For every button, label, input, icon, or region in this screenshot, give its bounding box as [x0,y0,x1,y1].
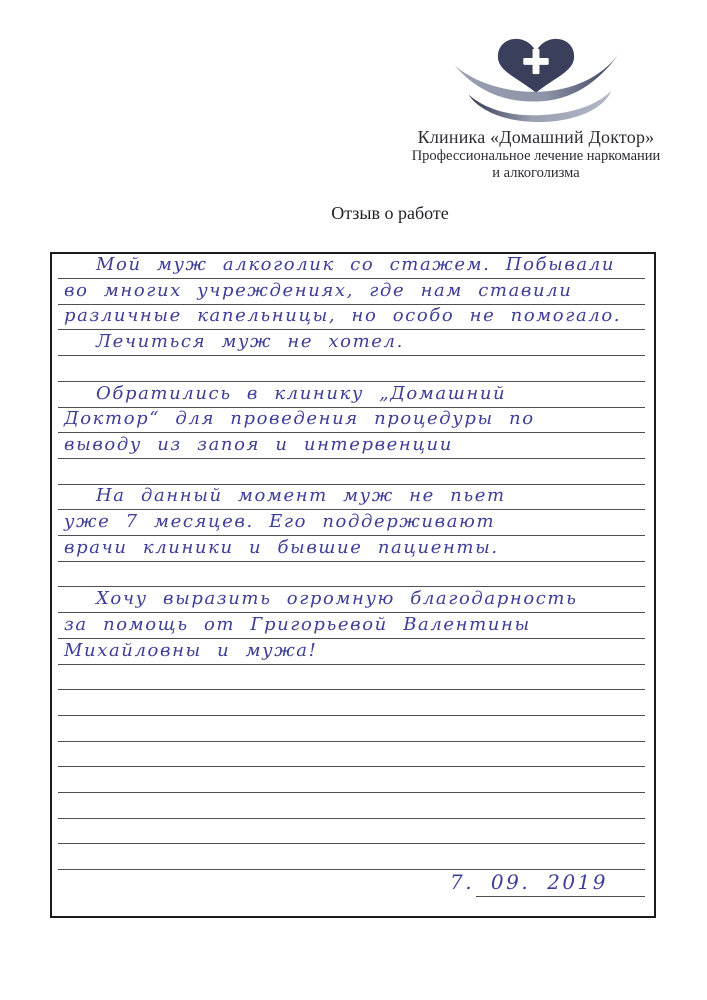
handwritten-line: во многих учреждениях, где нам ставили [64,279,573,301]
ruled-line [58,766,645,767]
ruled-line [58,664,645,665]
handwritten-line: Лечиться муж не хотел. [96,331,404,353]
handwritten-line: Доктор“ для проведения процедуры по [64,408,535,430]
ruled-line [58,458,645,459]
review-box [50,252,656,918]
ruled-line [58,689,645,690]
date-underline [476,896,645,897]
clinic-name: Клиника «Домашний Доктор» [417,127,655,147]
handwritten-line: выводу из запоя и интервенции [64,433,453,455]
handwritten-line: уже 7 месяцев. Его поддерживают [64,511,496,532]
handwritten-line: за помощь от Григорьевой Валентины [64,613,531,635]
ruled-line [58,741,645,742]
ruled-line [58,843,645,844]
clinic-tagline-line2: и алкоголизма [492,165,580,181]
handwritten-line: Михайловны и мужа! [64,639,318,661]
clinic-tagline-line1: Профессиональное лечение наркомании [411,148,661,164]
handwritten-line: врачи клиники и бывшие пациенты. [64,536,499,558]
ruled-line [58,792,645,793]
clinic-logo [445,36,627,124]
page-title: Отзыв о работе [331,203,449,223]
handwritten-line: На данный момент муж не пьет [96,485,506,507]
handwritten-line: Хочу выразить огромную благодарность [96,588,578,610]
ruled-line [58,869,645,870]
handwritten-line: различные капельницы, но особо не помогало. [64,305,622,327]
ruled-line [58,355,645,356]
review-date: 7. 09. 2019 [449,870,608,894]
ruled-line [58,715,645,716]
ruled-line [58,818,645,819]
handwritten-line: Обратились в клинику „Домашний [96,382,507,404]
ruled-line [58,561,645,562]
handwritten-line: Мой муж алкоголик со стажем. Побывали [96,254,616,275]
letterhead [383,36,689,182]
